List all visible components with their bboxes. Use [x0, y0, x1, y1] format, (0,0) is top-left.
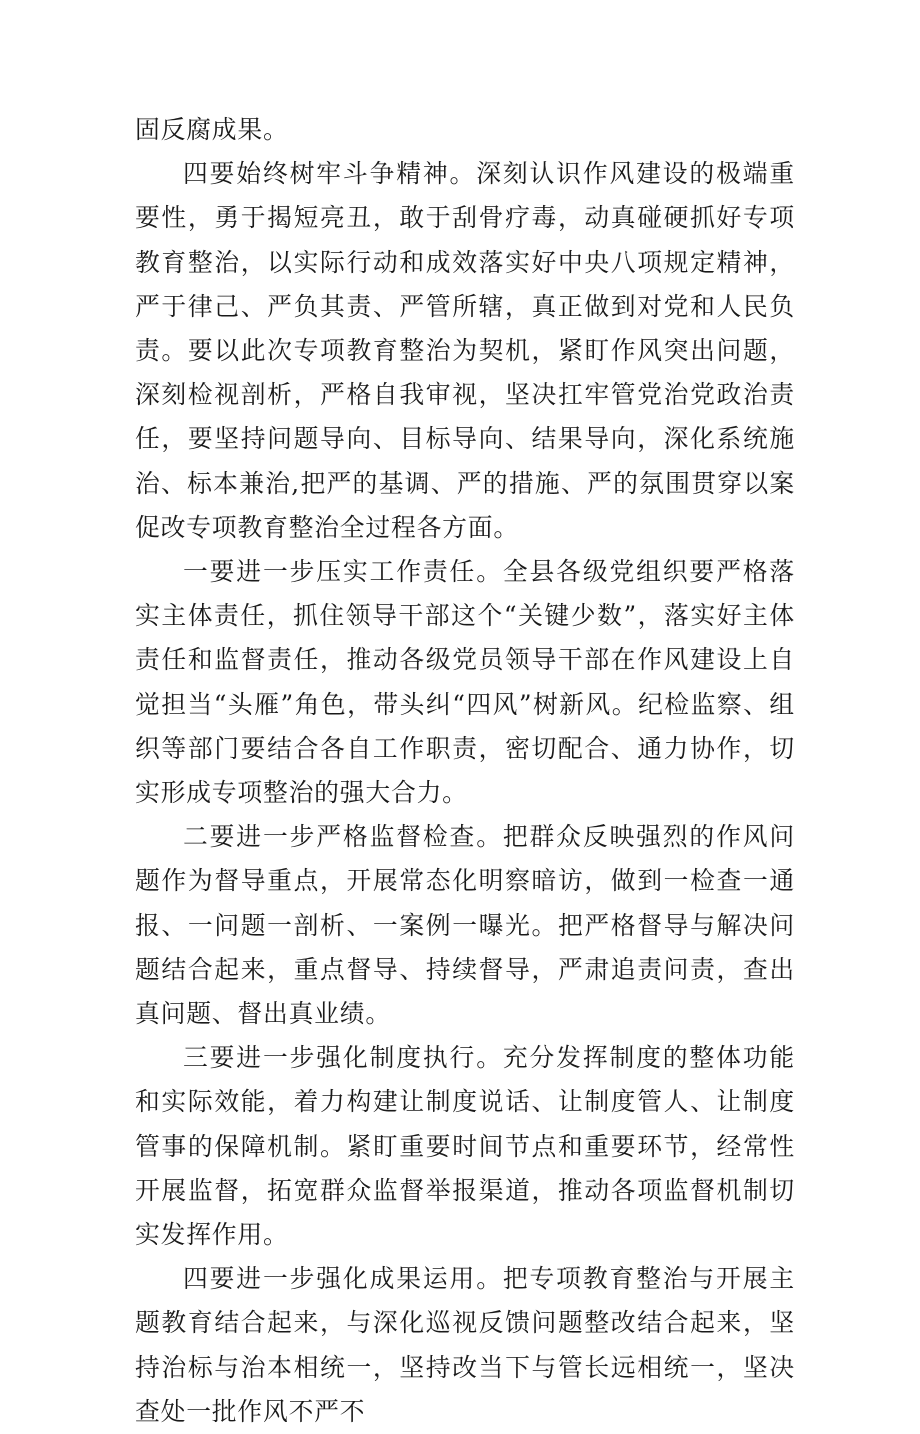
paragraph: [135, 152, 795, 550]
text-line: 四要始终树牢斗争精神。深刻认识作风建设的极端重要性，: [135, 159, 795, 233]
text-line: 结合起来，与深化巡视反馈问题整改结合起来，坚持治标与治本: [135, 1308, 796, 1382]
text-line: 相统一，坚持改当下与管长远相统一，坚决查处一批作风不严不: [135, 1352, 795, 1426]
text-line: 剖析、一案例一曝光。把严格督导与解决问题结合起来，重点督: [135, 910, 795, 984]
paragraph: [135, 815, 795, 1036]
text-line: 契机，紧盯作风突出问题，深刻检视剖析，严格自我审视，坚决: [135, 336, 795, 410]
text-line: 以案促改专项教育整治全过程各方面。: [135, 468, 795, 542]
text-line: 勇于揭短亮丑，敢于刮骨疗毒，动真碰硬抓好专项教育整治，以: [135, 203, 796, 277]
text-line: 工作职责，密切配合、通力协作，切实形成专项整治的强大合力。: [135, 733, 795, 808]
text-line: 效能，着力构建让制度说话、让制度管人、让制度管事的保障机: [135, 1087, 796, 1161]
text-line: 二要进一步严格监督检查。把群众反映强烈的作风问题作为: [135, 822, 795, 896]
paragraph: [135, 1257, 795, 1434]
text-line: 一要进一步压实工作责任。全县各级党组织要严格落实主体: [135, 557, 795, 631]
text-line: 制。紧盯重要时间节点和重要环节，经常性开展监督，拓宽群众: [135, 1131, 795, 1205]
text-line: 实际行动和成效落实好中央八项规定精神，严于律己、严负其责、: [135, 247, 795, 321]
paragraph: [135, 1036, 795, 1257]
text-line: 固反腐成果。: [135, 115, 289, 144]
text-line: 督导重点，开展常态化明察暗访，做到一检查一通报、一问题一: [135, 866, 796, 940]
text-line: 监督举报渠道，推动各项监督机制切实发挥作用。: [135, 1175, 795, 1250]
text-line: 导、持续督导，严肃追责问责，查出真问题、督出真业绩。: [135, 954, 795, 1029]
text-line: 色，带头纠“四风”树新风。纪检监察、组织等部门要结合各自: [135, 689, 795, 763]
text-line: 责任，抓住领导干部这个“关键少数”，落实好主体责任和监督: [135, 601, 795, 675]
text-line: 严管所辖，真正做到对党和人民负责。要以此次专项教育整治为: [135, 291, 795, 366]
document-body: [135, 108, 795, 1434]
text-line: 深化系统施治、标本兼治,把严的基调、严的措施、严的氛围贯穿: [135, 424, 795, 498]
text-line: 三要进一步强化制度执行。充分发挥制度的整体功能和实际: [135, 1043, 795, 1117]
text-line: 责任，推动各级党员领导干部在作风建设上自觉担当“头雁”角: [135, 645, 795, 719]
paragraph: [135, 550, 795, 815]
text-line: 四要进一步强化成果运用。把专项教育整治与开展主题教育: [135, 1264, 795, 1338]
paragraph: [135, 108, 795, 152]
text-line: 扛牢管党治党政治责任，要坚持问题导向、目标导向、结果导向，: [135, 380, 795, 454]
